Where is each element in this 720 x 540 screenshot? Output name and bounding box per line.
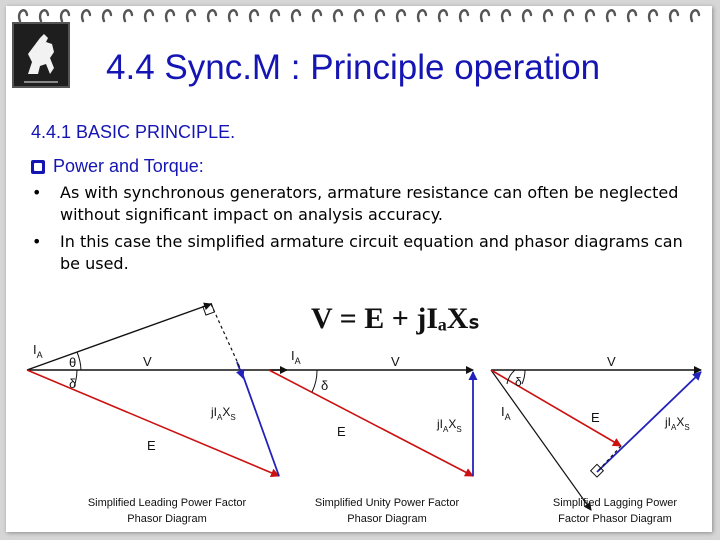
equation: V = E + jIₐXₛ — [311, 302, 480, 335]
section-number-heading: 4.4.1 BASIC PRINCIPLE. — [31, 122, 236, 142]
spiral-ring — [376, 10, 384, 21]
spiral-ring — [334, 10, 342, 21]
svg-text:V: V — [143, 354, 152, 369]
spiral-ring — [481, 10, 489, 21]
svg-text:jIAXS: $jI_AX_S$ — [211, 405, 236, 422]
spiral-ring — [19, 10, 27, 21]
section-heading-text: Power and Torque: — [53, 156, 204, 176]
svg-text:δ: δ — [515, 375, 522, 389]
spiral-ring — [691, 10, 699, 21]
svg-text:V: V — [391, 354, 400, 369]
spiral-ring — [250, 10, 258, 21]
spiral-ring — [502, 10, 510, 21]
spiral-ring — [523, 10, 531, 21]
lagging-pf-caption: Simplified Lagging Power — [552, 497, 678, 509]
spiral-ring — [439, 10, 447, 21]
spiral-ring — [313, 10, 321, 21]
svg-text:IA: $I_A$ — [501, 404, 511, 422]
spiral-binding — [6, 6, 712, 28]
horse-logo — [12, 22, 70, 88]
svg-text:E: E — [337, 424, 346, 439]
spiral-ring — [586, 10, 594, 21]
bullet-dot: • — [32, 183, 42, 202]
spiral-ring — [649, 10, 657, 21]
bullet-item — [28, 182, 696, 226]
leading-pf-caption: Simplified Leading Power Factor — [87, 497, 247, 509]
slide-title: 4.4 Sync.M : Principle operation — [106, 48, 601, 87]
bullet-list — [28, 182, 696, 280]
spiral-ring — [229, 10, 237, 21]
unity-pf-caption: Simplified Unity Power Factor — [314, 497, 460, 509]
spiral-ring — [670, 10, 678, 21]
bullet-item — [28, 231, 696, 275]
spiral-ring — [418, 10, 426, 21]
checkbox-bullet-icon — [31, 160, 45, 174]
section-heading — [31, 156, 204, 177]
spiral-ring — [271, 10, 279, 21]
phasor-diagram-figure — [25, 288, 703, 528]
spiral-ring — [103, 10, 111, 21]
bullet-text: As with synchronous generators, armature resistance can often be neglected without significant impact on analysis accuracy. — [60, 183, 679, 224]
lagging-pf-diagram — [491, 354, 701, 525]
svg-text:IA: $I_A$ — [33, 342, 43, 360]
spiral-ring — [607, 10, 615, 21]
leading-pf-diagram — [27, 304, 287, 525]
spiral-ring — [628, 10, 636, 21]
bullet-dot: • — [32, 232, 42, 251]
svg-text:Phasor Diagram: Phasor Diagram — [127, 513, 207, 525]
spiral-ring — [355, 10, 363, 21]
slide — [6, 6, 712, 532]
spiral-ring — [145, 10, 153, 21]
svg-text:jIAXS: $jI_AX_S$ — [665, 415, 690, 432]
spiral-ring — [61, 10, 69, 21]
svg-text:E: E — [591, 410, 600, 425]
spiral-ring — [565, 10, 573, 21]
svg-text:θ: θ — [69, 355, 77, 370]
svg-text:δ: δ — [321, 378, 329, 393]
svg-text:IA: $I_A$ — [291, 348, 301, 366]
spiral-ring — [82, 10, 90, 21]
spiral-ring — [187, 10, 195, 21]
unity-pf-diagram — [269, 348, 473, 525]
spiral-ring — [397, 10, 405, 21]
svg-text:Phasor Diagram: Phasor Diagram — [347, 513, 427, 525]
svg-text:jIAXS: $jI_AX_S$ — [437, 417, 462, 434]
spiral-ring — [460, 10, 468, 21]
bullet-text: In this case the simplified armature circuit equation and phasor diagrams can be used. — [60, 232, 683, 273]
spiral-ring — [544, 10, 552, 21]
svg-text:E: E — [147, 438, 156, 453]
spiral-ring — [208, 10, 216, 21]
spiral-ring — [166, 10, 174, 21]
spiral-ring — [124, 10, 132, 21]
spiral-ring — [40, 10, 48, 21]
svg-text:δ: δ — [69, 376, 77, 391]
spiral-ring — [292, 10, 300, 21]
svg-text:Factor Phasor Diagram: Factor Phasor Diagram — [558, 513, 672, 525]
svg-text:V: V — [607, 354, 616, 369]
